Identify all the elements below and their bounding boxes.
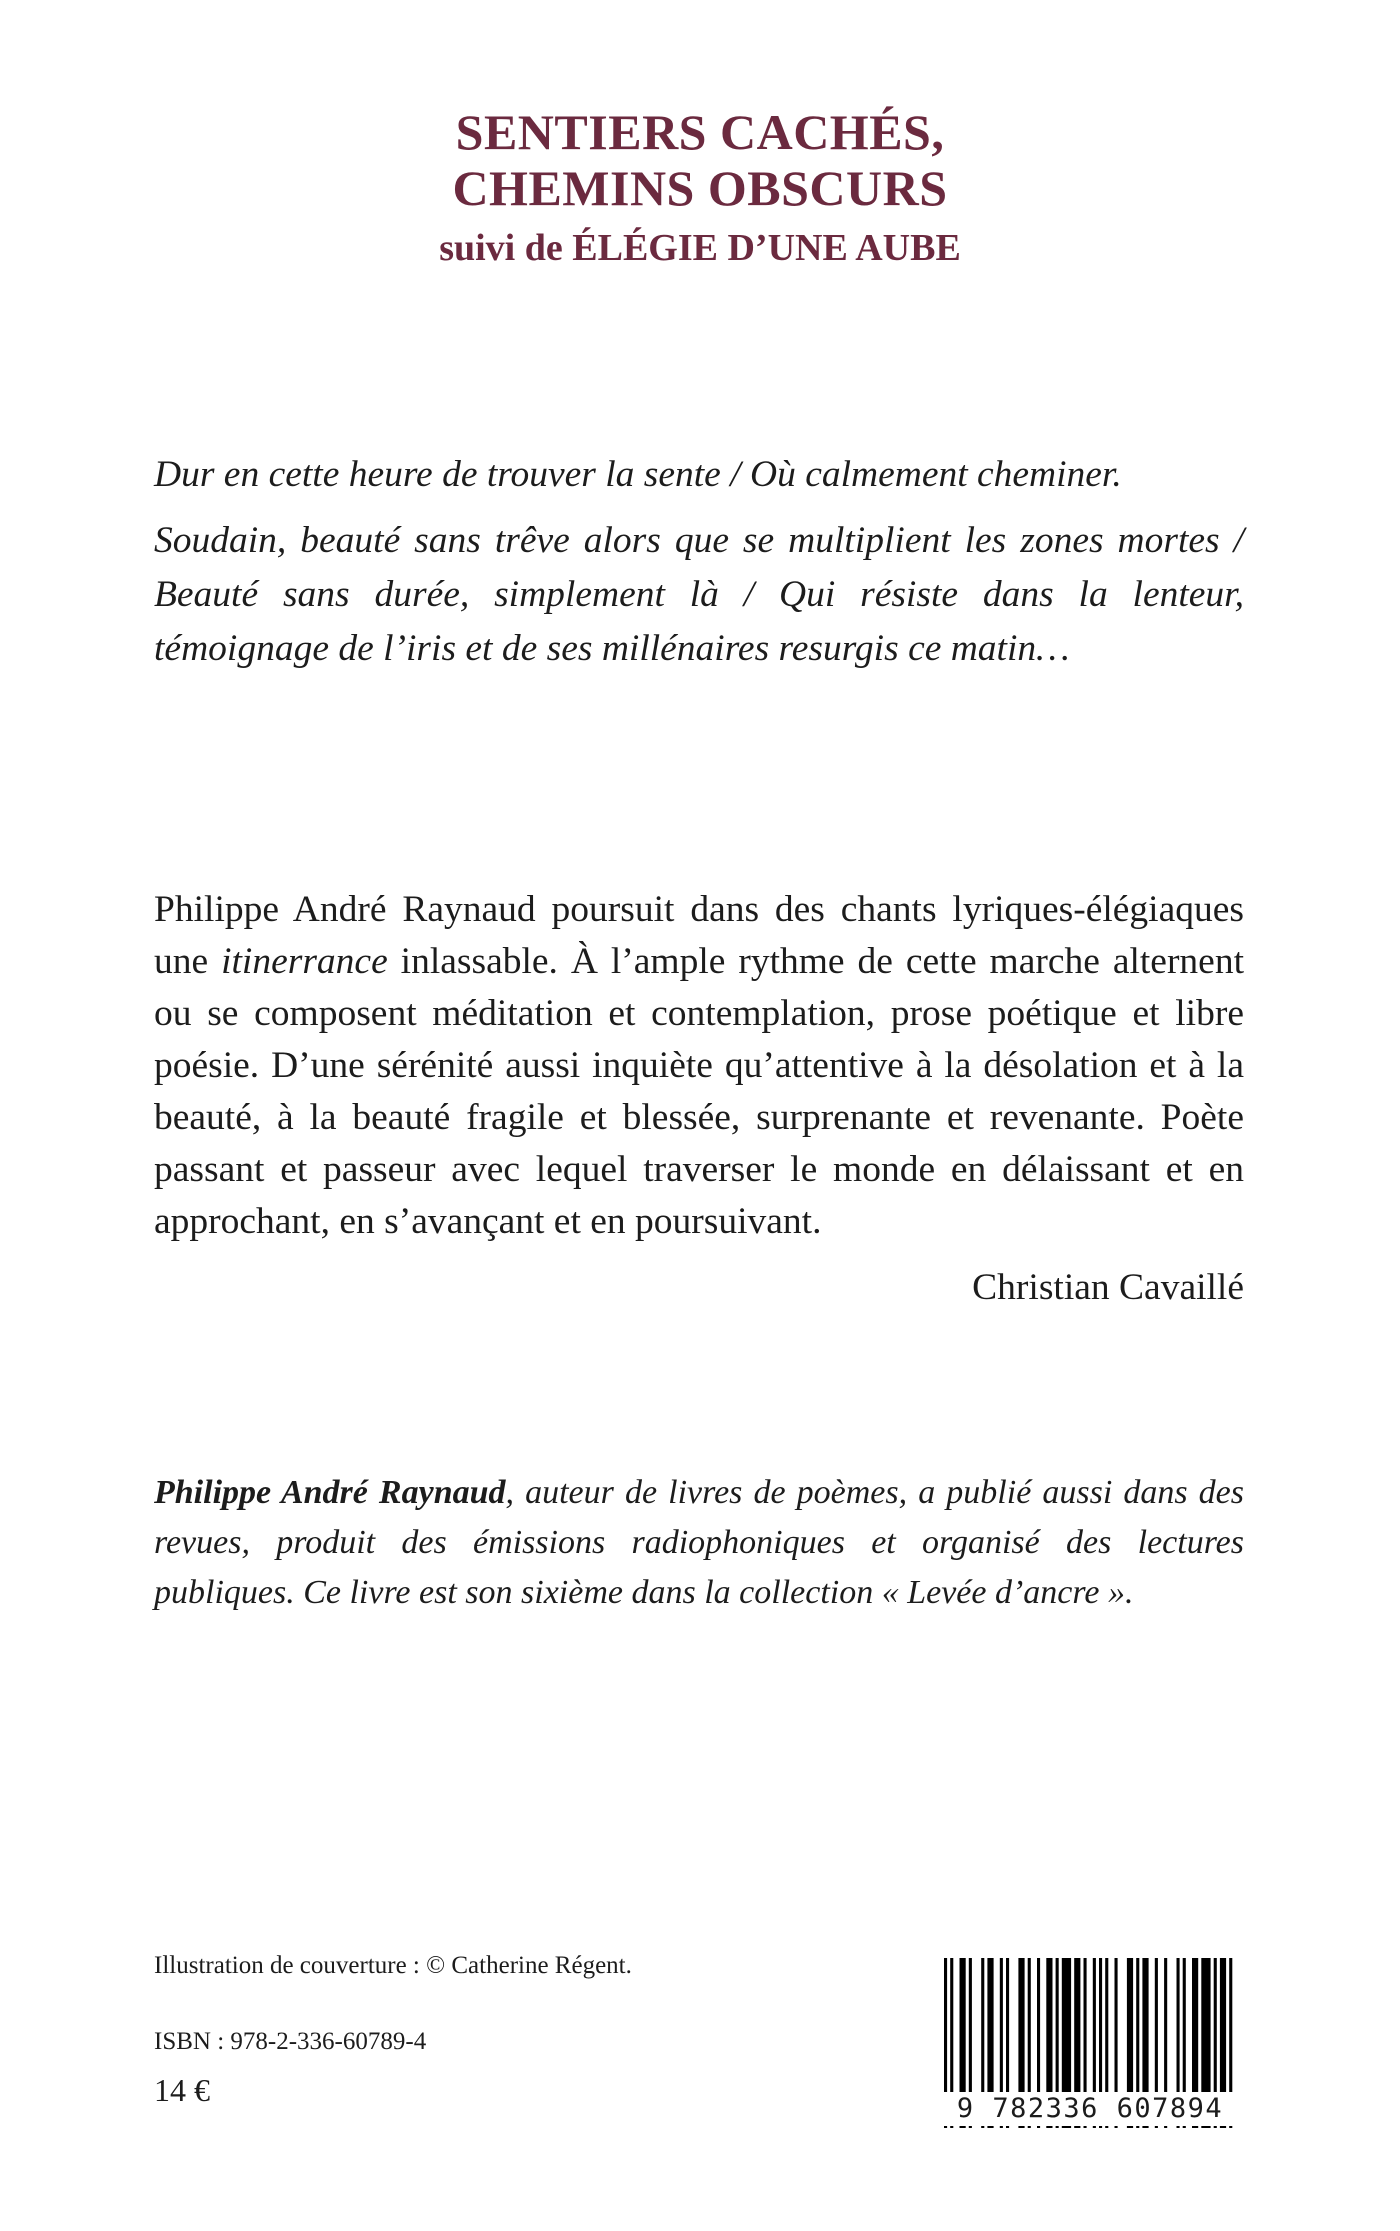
blurb-italic-word: itinerrance <box>221 941 388 982</box>
subtitle-prefix: suivi de <box>439 227 563 269</box>
blurb-text-part-2: inlassable. À l’ample rythme de cette marche alternent ou se composent méditation et contemplation, prose poétique et libre poésie. D’une sérénité aussi inquiète qu’attentive à la désolation et à la beauté, à la beauté fragile et blessée, surprenante et revenante. Poète passant et passeur avec lequel traverser le monde en délaissant et en approchant, en s’avançant et en poursuivant. <box>154 941 1244 1242</box>
book-subtitle <box>0 224 1400 272</box>
book-title-line-2: CHEMINS OBSCURS <box>452 160 948 216</box>
title-block <box>0 104 1400 272</box>
epigraph-paragraph-1: Dur en cette heure de trouver la sente / Où calmement cheminer. <box>154 454 1122 495</box>
epigraph <box>154 448 1244 688</box>
epigraph-paragraph-2: Soudain, beauté sans trêve alors que se multiplient les zones mortes / Beauté sans durée, simplement là / Qui résiste dans la lenteur, témoignage de l’iris et de ses millénaires resurgis ce matin… <box>154 520 1244 669</box>
isbn: ISBN : 978-2-336-60789-4 <box>154 2028 427 2055</box>
book-title-line-1: SENTIERS CACHÉS, <box>455 104 945 160</box>
price: 14 € <box>154 2072 210 2108</box>
author-bio-paragraph <box>154 1468 1244 1618</box>
author-bio <box>154 1468 1244 1618</box>
barcode-digits: 9 782336 607894 <box>940 2092 1240 2126</box>
blurb-text-part-1: Philippe André Raynaud poursuit dans des chants lyriques-élégiaques une <box>154 889 1244 982</box>
author-bio-text: , auteur de livres de poèmes, a publié aussi dans des revues, produit des émissions radiophoniques et organisé des lectures publiques. Ce livre est son sixième dans la collection « Levée d’ancre ». <box>154 1474 1245 1611</box>
author-name: Philippe André Raynaud <box>154 1474 506 1511</box>
isbn-barcode <box>940 1958 1240 2134</box>
book-blurb <box>154 884 1244 1314</box>
illustration-credit: Illustration de couverture : © Catherine Régent. <box>154 1952 632 1979</box>
subtitle-title: ÉLÉGIE D’UNE AUBE <box>572 227 961 269</box>
blurb-signature: Christian Cavaillé <box>972 1267 1244 1308</box>
blurb-paragraph <box>154 884 1244 1248</box>
